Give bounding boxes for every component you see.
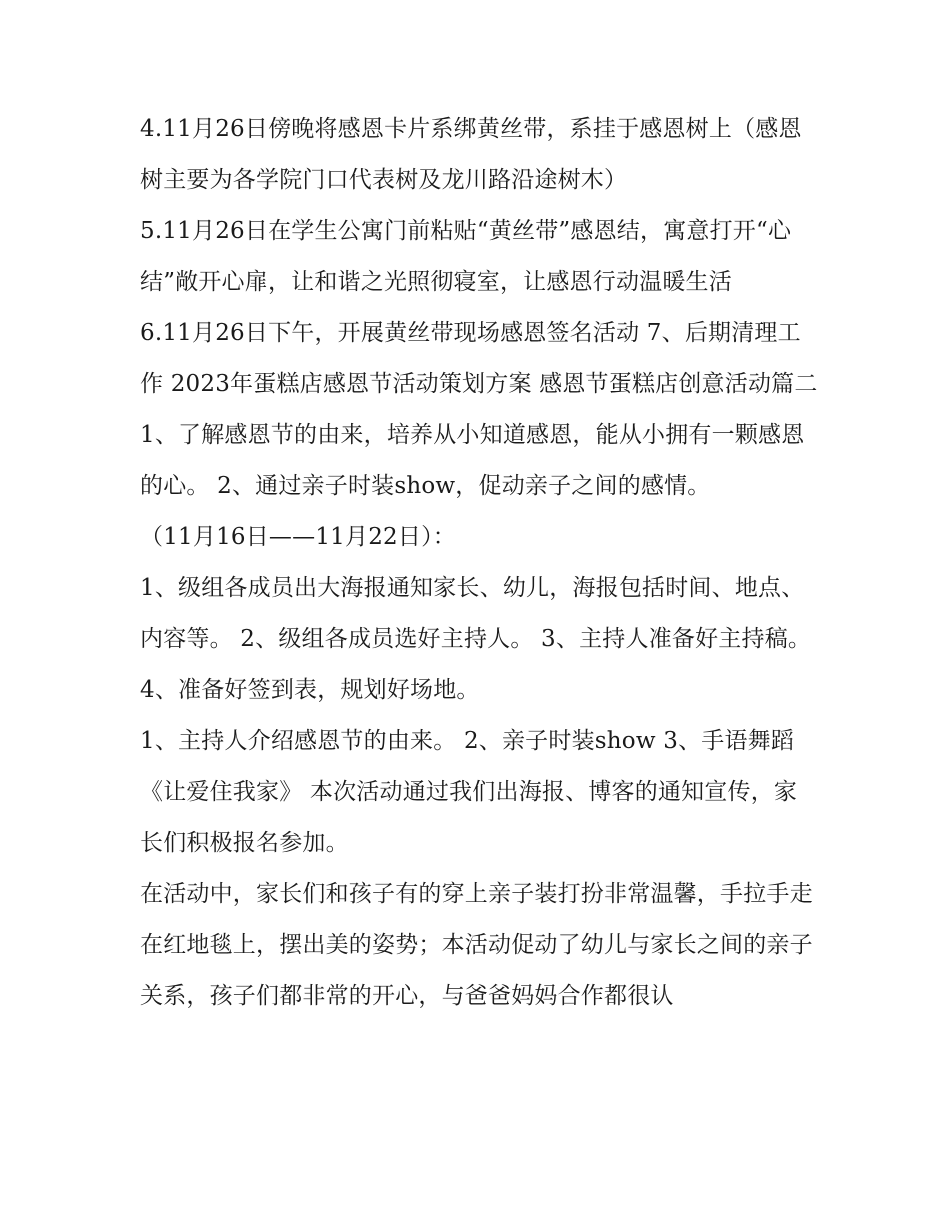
paragraph-8: 在活动中，家长们和孩子有的穿上亲子装打扮非常温馨，手拉手走在红地毯上，摆出美的姿势；本活动促动了幼儿与家长之间的亲子关系，孩子们都非常的开心，与爸爸妈妈合作都很认 — [140, 881, 813, 1009]
paragraph-7: 1、主持人介绍感恩节的由来。 2、亲子时装show 3、手语舞蹈《让爱住我家》 本次活动通过我们出海报、博客的通知宣传，家长们积极报名参加。 — [140, 728, 798, 856]
paragraph-3: 6.11月26日下午，开展黄丝带现场感恩签名活动 7、后期清理工作 2023年蛋糕店感恩节活动策划方案 感恩节蛋糕店创意活动篇二 — [140, 320, 818, 397]
paragraph-6: 1、级组各成员出大海报通知家长、幼儿，海报包括时间、地点、内容等。 2、级组各成员选好主持人。 3、主持人准备好主持稿。 4、准备好签到表，规划好场地。 — [140, 575, 812, 703]
paragraph-4: 1、了解感恩节的由来，培养从小知道感恩，能从小拥有一颗感恩的心。 2、通过亲子时装show，促动亲子之间的感情。 — [140, 422, 805, 499]
paragraph-2: 5.11月26日在学生公寓门前粘贴“黄丝带”感恩结，寓意打开“心结”敞开心扉，让和谐之光照彻寝室，让感恩行动温暖生活 — [140, 218, 792, 295]
paragraph-5: （11月16日——11月22日）： — [140, 524, 456, 550]
paragraph-1: 4.11月26日傍晚将感恩卡片系绑黄丝带，系挂于感恩树上（感恩树主要为各学院门口代表树及龙川路沿途树木） — [140, 116, 802, 193]
document-body — [140, 104, 820, 1022]
